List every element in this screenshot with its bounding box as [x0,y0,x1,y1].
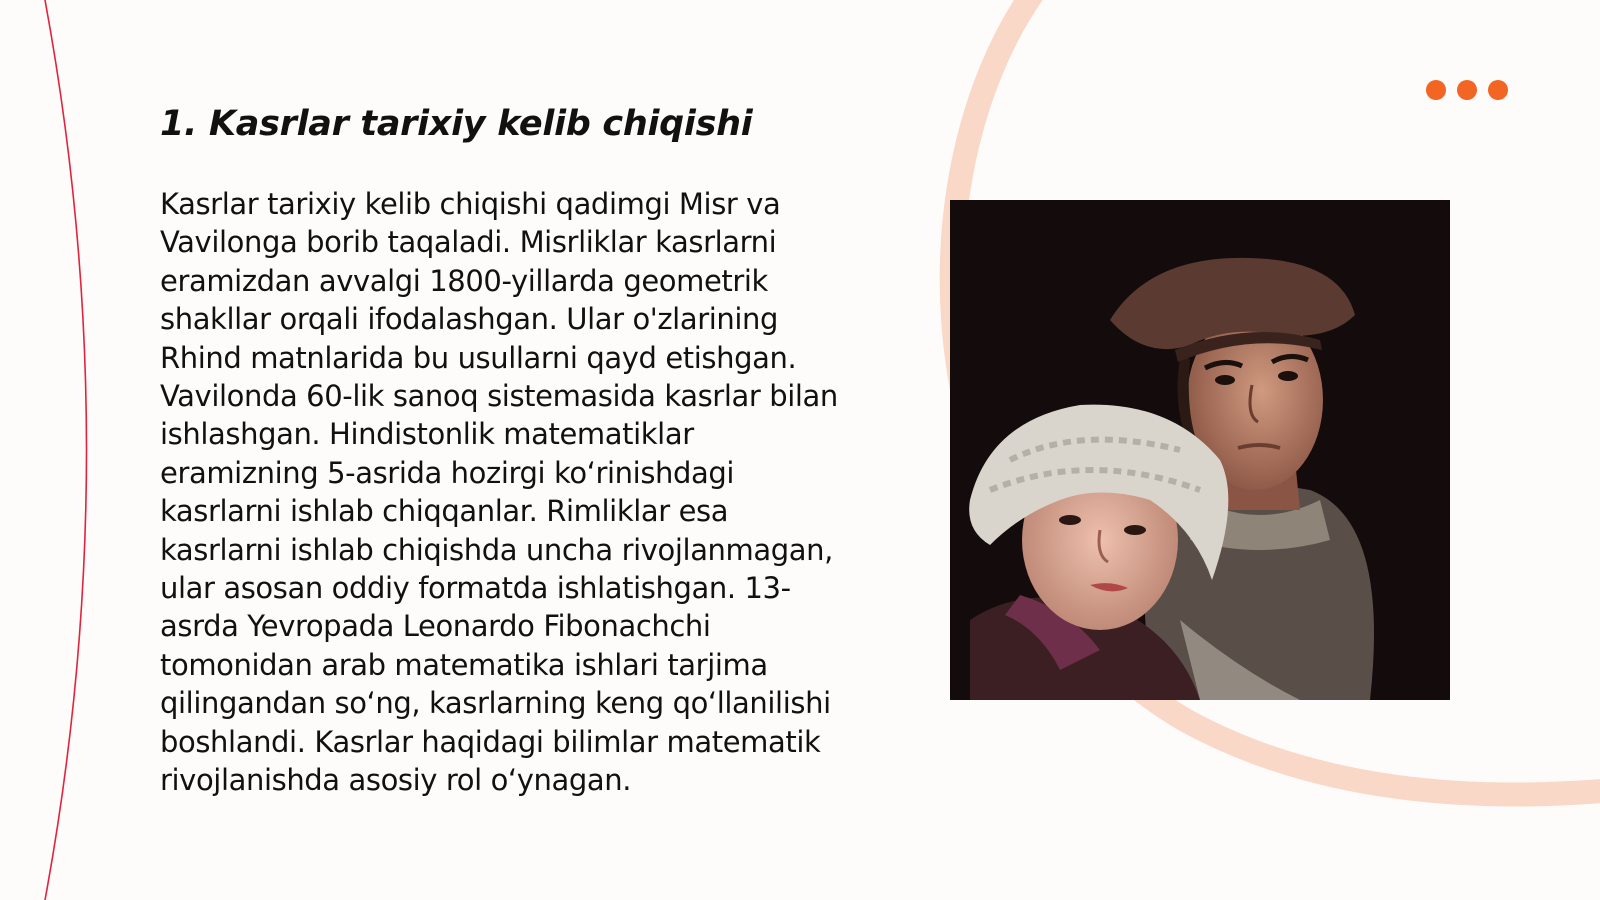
dot [1426,80,1446,100]
slide-title: 1. Kasrlar tarixiy kelib chiqishi [160,104,753,144]
dot [1457,80,1477,100]
photo-two-people-icon [950,200,1450,700]
left-curve-line [45,0,87,900]
dot [1488,80,1508,100]
three-dots-icon [1426,80,1508,100]
body-paragraph: Kasrlar tarixiy kelib chiqishi qadimgi Misr va Vavilonga borib taqaladi. Misrliklar kasrlarni eramizdan avvalgi 1800-yillarda geometrik shakllar orqali ifodalashgan. Ular o'zlarining Rhind matnlarida bu usullarni qayd etishgan. Vavilonda 60-lik sanoq sistemasida kasrlar bilan ishlashgan. Hindistonlik matematiklar eramizning 5-asrida hozirgi ko‘rinishdagi kasrlarni ishlab chiqqanlar. Rimliklar esa kasrlarni ishlab chiqishda uncha rivojlanmagan, ular asosan oddiy formatda ishlatishgan. 13-asrda Yevropada Leonardo Fibonachchi tomonidan arab matematika ishlari tarjima qilingandan so‘ng, kasrlarning keng qo‘llanilishi boshlandi. Kasrlar haqidagi bilimlar matematik rivojlanishda asosiy rol o‘ynagan. [160,187,838,798]
